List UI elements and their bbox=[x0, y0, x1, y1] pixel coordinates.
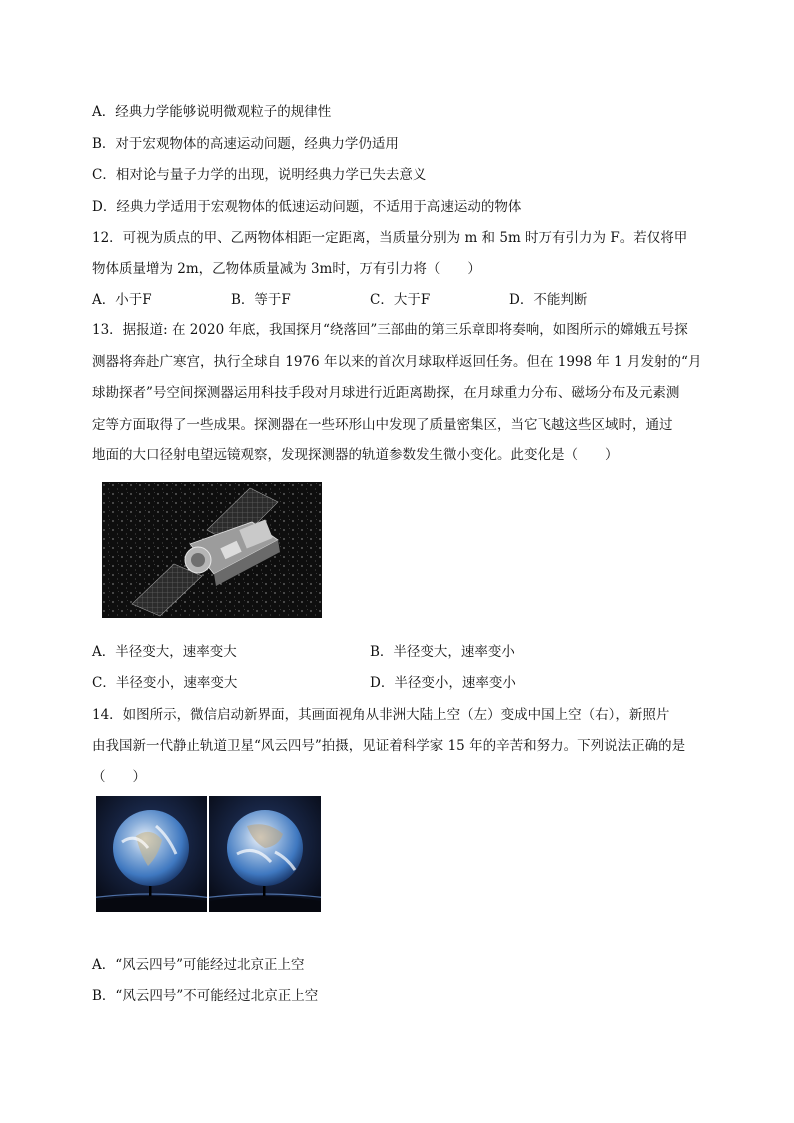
q13-stem-line-1: 13．据报道: 在 2020 年底，我国探月“绕落回”三部曲的第三乐章即将奏响，如图所示的嫦娥五号探 bbox=[92, 322, 688, 338]
q13-stem-line-5: 地面的大口径射电望远镜观察，发现探测器的轨道参数发生微小变化。此变化是（ ） bbox=[92, 447, 619, 463]
q11-option-c: C．相对论与量子力学的出现，说明经典力学已失去意义 bbox=[92, 167, 427, 183]
q11-option-b: B．对于宏观物体的高速运动问题，经典力学仍适用 bbox=[92, 136, 399, 152]
q14-stem-line-1: 14．如图所示，微信启动新界面，其画面视角从非洲大陆上空（左）变成中国上空（右），新照片 bbox=[92, 707, 670, 723]
q13-stem-line-4: 定等方面取得了一些成果。探测器在一些环形山中发现了质量密集区，当它飞越这些区域时，通过 bbox=[92, 417, 673, 433]
q12-stem-line-1: 12．可视为质点的甲、乙两物体相距一定距离，当质量分别为 m 和 5m 时万有引力为 F。若仅将甲 bbox=[92, 230, 688, 246]
q13-option-c: C．半径变小，速率变大 bbox=[92, 675, 238, 691]
q13-option-d: D．半径变小，速率变小 bbox=[370, 675, 516, 691]
earth-photo-africa bbox=[96, 796, 207, 912]
q12-option-c: C．大于F bbox=[370, 292, 431, 308]
q12-stem-line-2: 物体质量增为 2m，乙物体质量减为 3m时，万有引力将（ ） bbox=[92, 261, 481, 277]
q14-option-b: B．“风云四号”不可能经过北京正上空 bbox=[92, 988, 319, 1004]
q14-stem-line-3: （ ） bbox=[92, 769, 146, 785]
q13-stem-line-3: 球勘探者”号空间探测器运用科技手段对月球进行近距离勘探，在月球重力分布、磁场分布及元素测 bbox=[92, 385, 680, 401]
q11-option-d: D．经典力学适用于宏观物体的低速运动问题，不适用于高速运动的物体 bbox=[92, 199, 522, 215]
q13-stem-line-2: 测器将奔赴广寒宫，执行全球自 1976 年以来的首次月球取样返回任务。但在 1998 年 1 月发射的“月 bbox=[92, 354, 702, 370]
satellite-illustration bbox=[102, 482, 322, 618]
q13-option-a: A．半径变大，速率变大 bbox=[92, 644, 237, 660]
q11-option-a: A．经典力学能够说明微观粒子的规律性 bbox=[92, 104, 332, 120]
chang-e-5-probe-photo bbox=[102, 482, 322, 618]
q12-option-a: A．小于F bbox=[92, 292, 152, 308]
q14-option-a: A．“风云四号”可能经过北京正上空 bbox=[92, 957, 305, 973]
earth-photo-china bbox=[209, 796, 321, 912]
q13-option-b: B．半径变大，速率变小 bbox=[370, 644, 515, 660]
q12-option-b: B．等于F bbox=[231, 292, 291, 308]
q14-stem-line-2: 由我国新一代静止轨道卫星“风云四号”拍摄，见证着科学家 15 年的辛苦和努力。下列说法正确的是 bbox=[92, 738, 686, 754]
q12-option-d: D．不能判断 bbox=[509, 292, 588, 308]
